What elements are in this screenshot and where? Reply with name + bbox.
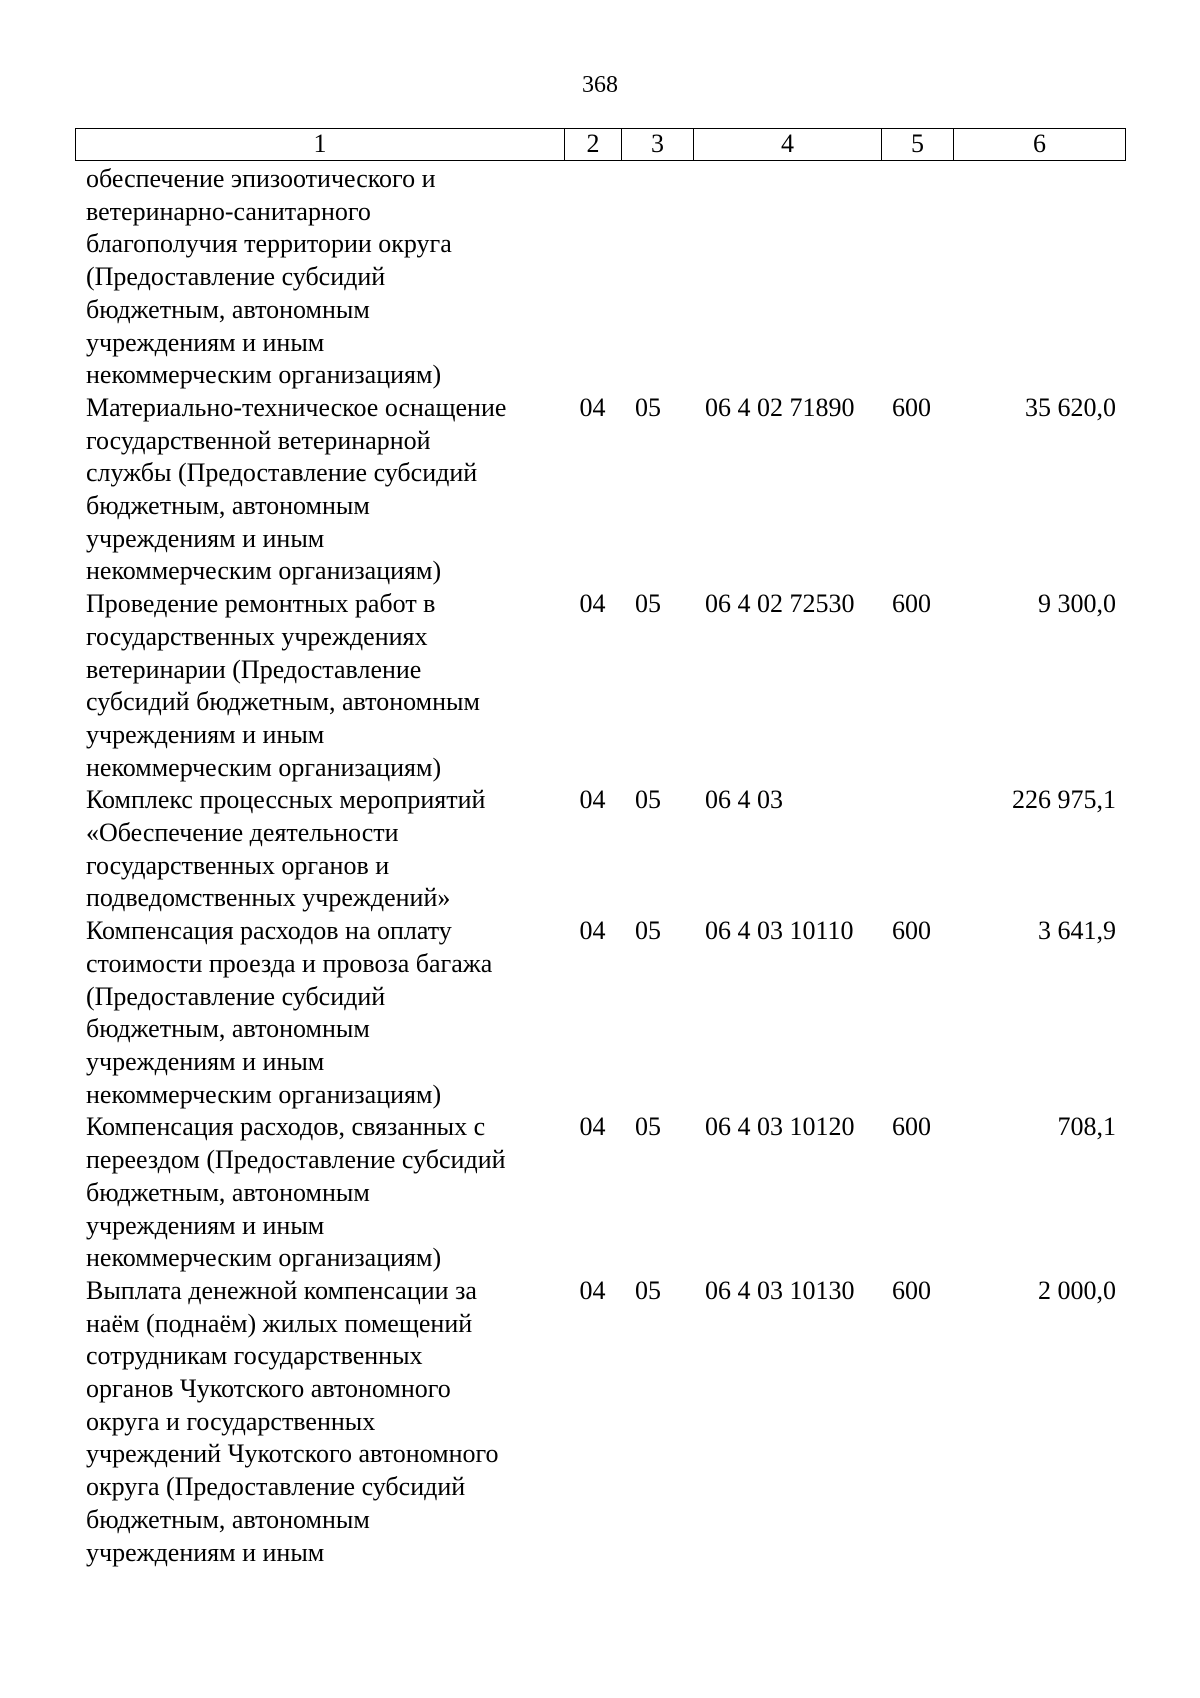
row-subsection: 05: [635, 1275, 661, 1305]
row-description: Компенсация расходов, связанных с переездом (Предоставление субсидий бюджетным, автономным учреждениям и иным некоммерческим организациям): [86, 1112, 506, 1273]
row-section: 04: [579, 589, 606, 619]
header-col-5: 5: [882, 129, 954, 160]
header-col-4: 4: [694, 129, 882, 160]
row-expense-type: 600: [892, 916, 931, 946]
row-amount: 35 620,0: [1025, 392, 1116, 422]
table-header: [75, 128, 1126, 161]
row-section: [564, 163, 621, 392]
row-subsection: [621, 163, 693, 392]
table-row: [75, 784, 1126, 915]
row-expense-type: [881, 784, 953, 915]
row-description: Выплата денежной компенсации за наём (поднаём) жилых помещений сотрудникам государственных органов Чукотского автономного округа и государственных учреждений Чукотского автономного округа (Предоставление субсидий бюджетным, автономным учреждениям и иным: [86, 1275, 499, 1567]
row-description: обеспечение эпизоотического и ветеринарно-санитарного благополучия территории округа (Предоставление субсидий бюджетным, автономным учреждениям и иным некоммерческим организациям): [86, 164, 452, 390]
header-col-6: 6: [1033, 129, 1046, 158]
row-description: Компенсация расходов на оплату стоимости проезда и провоза багажа (Предоставление субсидий бюджетным, автономным учреждениям и иным некоммерческим организациям): [86, 916, 493, 1109]
row-subsection: 05: [635, 392, 661, 422]
row-target-code: 06 4 03 10110: [705, 916, 854, 946]
table-row: [75, 392, 1126, 588]
row-target-code: 06 4 02 71890: [705, 392, 855, 422]
table-row: [75, 915, 1126, 1111]
row-target-code: 06 4 03: [705, 785, 783, 815]
row-section: 04: [579, 785, 606, 815]
header-col-1: 1: [76, 129, 565, 160]
table-body: [75, 163, 1126, 1569]
header-col-2: 2: [565, 129, 622, 160]
table-row: [75, 163, 1126, 392]
table-row: [75, 1111, 1126, 1275]
row-expense-type: [881, 163, 953, 392]
row-section: 04: [579, 392, 606, 422]
header-col-3: 3: [622, 129, 694, 160]
row-amount: 2 000,0: [1038, 1275, 1116, 1305]
row-amount: 3 641,9: [1038, 916, 1116, 946]
row-subsection: 05: [635, 589, 661, 619]
row-expense-type: 600: [892, 589, 931, 619]
table-row: [75, 588, 1126, 784]
row-expense-type: 600: [892, 1275, 931, 1305]
table-row: [75, 1275, 1126, 1569]
row-target-code: 06 4 03 10120: [705, 1112, 855, 1142]
row-expense-type: 600: [892, 1112, 931, 1142]
row-amount: 708,1: [1057, 1112, 1116, 1142]
row-amount: [953, 163, 1126, 392]
page-number: 368: [582, 72, 618, 98]
row-section: 04: [579, 916, 606, 946]
row-target-code: [693, 163, 881, 392]
row-description: Материально-техническое оснащение государственной ветеринарной службы (Предоставление субсидий бюджетным, автономным учреждениям и иным некоммерческим организациям): [86, 392, 507, 586]
row-target-code: 06 4 03 10130: [705, 1275, 855, 1305]
row-subsection: 05: [635, 916, 661, 946]
row-description: Комплекс процессных мероприятий «Обеспечение деятельности государственных органов и подведомственных учреждений»: [86, 785, 486, 913]
row-amount: 226 975,1: [1012, 785, 1116, 815]
row-section: 04: [579, 1275, 606, 1305]
row-subsection: 05: [635, 785, 661, 815]
row-description: Проведение ремонтных работ в государственных учреждениях ветеринарии (Предоставление субсидий бюджетным, автономным учреждениям и иным некоммерческим организациям): [86, 589, 480, 782]
row-target-code: 06 4 02 72530: [705, 589, 855, 619]
row-section: 04: [579, 1112, 606, 1142]
row-subsection: 05: [635, 1112, 661, 1142]
row-amount: 9 300,0: [1038, 589, 1116, 619]
row-expense-type: 600: [892, 392, 931, 422]
